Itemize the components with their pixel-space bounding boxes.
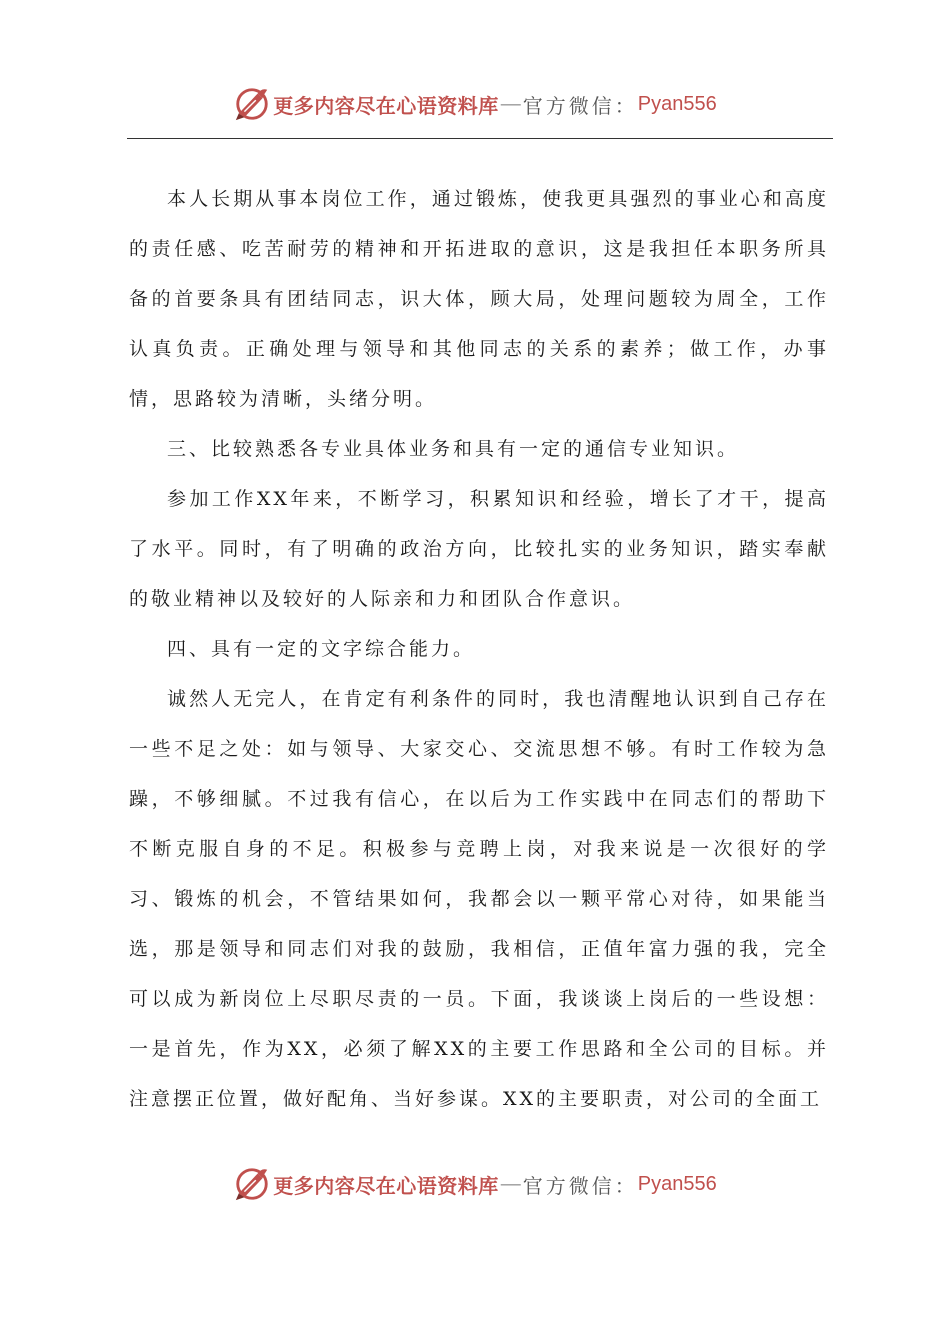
footer-banner [0,1164,950,1204]
header-separator: — [500,92,521,115]
header-brand-text: 更多内容尽在心语资料库 [273,93,499,118]
pen-nib-logo-icon [233,85,271,123]
document-body [129,174,829,1124]
header-wechat-id: Pyan556 [637,92,717,115]
footer-separator: — [500,1172,521,1195]
footer-wechat-id: Pyan556 [637,1172,717,1195]
paragraph-heading: 四、具有一定的文字综合能力。 [167,638,476,660]
footer-wechat-label: 官方微信： [522,1173,638,1198]
paragraph: 参加工作XX年来，不断学习，积累知识和经验，增长了才干，提高了水平。同时，有了明确的政治方向，比较扎实的业务知识，踏实奉献的敬业精神以及较好的人际亲和力和团队合作意识。 [129,488,829,610]
footer-brand-text: 更多内容尽在心语资料库 [273,1173,499,1198]
pen-nib-logo-icon [233,1165,271,1203]
paragraph: 诚然人无完人，在肯定有利条件的同时，我也清醒地认识到自己存在一些不足之处：如与领导、大家交心、交流思想不够。有时工作较为急躁，不够细腻。不过我有信心，在以后为工作实践中在同志们的帮助下不断克服自身的不足。积极参与竞聘上岗，对我来说是一次很好的学习、锻炼的机会，不管结果如何，我都会以一颗平常心对待，如果能当选，那是领导和同志们对我的鼓励，我相信，正值年富力强的我，完全可以成为新岗位上尽职尽责的一员。下面，我谈谈上岗后的一些设想：一是首先，作为XX，必须了解XX的主要工作思路和全公司的目标。并注意摆正位置，做好配角、当好参谋。XX的主要职责，对公司的全面工 [129,688,829,1110]
header-divider [127,138,833,139]
paragraph-heading: 三、比较熟悉各专业具体业务和具有一定的通信专业知识。 [167,438,740,460]
header-wechat-label: 官方微信： [522,93,638,118]
header-banner [0,84,950,124]
paragraph: 本人长期从事本岗位工作，通过锻炼，使我更具强烈的事业心和高度的责任感、吃苦耐劳的精神和开拓进取的意识，这是我担任本职务所具备的首要条具有团结同志，识大体，顾大局，处理问题较为周全，工作认真负责。正确处理与领导和其他同志的关系的素养；做工作，办事情，思路较为清晰，头绪分明。 [129,188,829,410]
